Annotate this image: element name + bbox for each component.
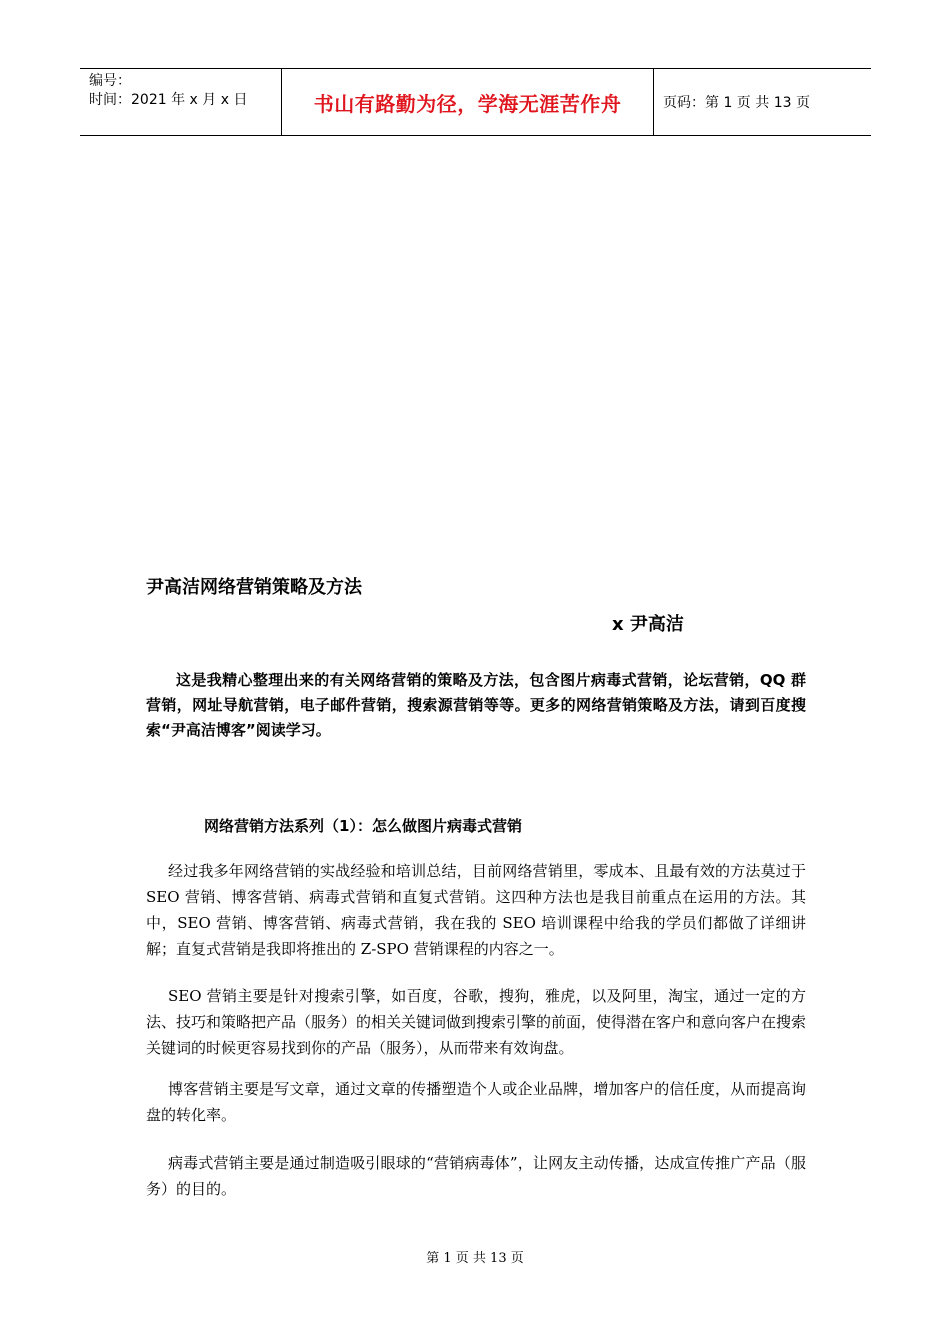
page-footer: 第 1 页 共 13 页 [426,1251,524,1266]
header-page-cell [654,69,871,135]
body-paragraph: SEO 营销主要是针对搜索引擎，如百度，谷歌，搜狗，雅虎，以及阿里，淘宝，通过一定的方法、技巧和策略把产品（服务）的相关关键词做到搜索引擎的前面，使得潜在客户和意向客户在搜索关键词的时候更容易找到你的产品（服务），从而带来有效询盘。 [146,987,807,1057]
date-label: 时间：2021 年 x 月 x 日 [89,92,248,108]
document-author: x 尹高洁 [612,614,684,635]
body-paragraph: 经过我多年网络营销的实战经验和培训总结，目前网络营销里，零成本、且最有效的方法莫过于 SEO 营销、博客营销、病毒式营销和直复式营销。这四种方法也是我目前重点在运用的方法。其中，SEO 营销、博客营销、病毒式营销，我在我的 SEO 培训课程中给我的学员们都做了详细讲解；直复式营销是我即将推出的 Z-SPO 营销课程的内容之一。 [146,862,806,958]
page-number-label: 页码：第 1 页 共 13 页 [663,95,810,111]
section-title: 网络营销方法系列（1）：怎么做图片病毒式营销 [204,817,522,835]
serial-number-label: 编号： [89,73,131,89]
intro-paragraph: 这是我精心整理出来的有关网络营销的策略及方法，包含图片病毒式营销，论坛营销，QQ 群营销，网址导航营销，电子邮件营销，搜索源营销等等。更多的网络营销策略及方法，请到百度搜索“尹高洁博客”阅读学习。 [146,671,806,739]
body-paragraph: 博客营销主要是写文章，通过文章的传播塑造个人或企业品牌，增加客户的信任度，从而提高询盘的转化率。 [146,1080,806,1124]
header-meta-cell [80,69,282,135]
header-motto-cell [282,69,654,135]
body-paragraph: 病毒式营销主要是通过制造吸引眼球的“营销病毒体”，让网友主动传播，达成宣传推广产品（服务）的目的。 [146,1154,806,1198]
motto-text: 书山有路勤为径，学海无涯苦作舟 [313,91,622,116]
document-header [80,68,871,136]
document-title: 尹高洁网络营销策略及方法 [146,577,362,598]
